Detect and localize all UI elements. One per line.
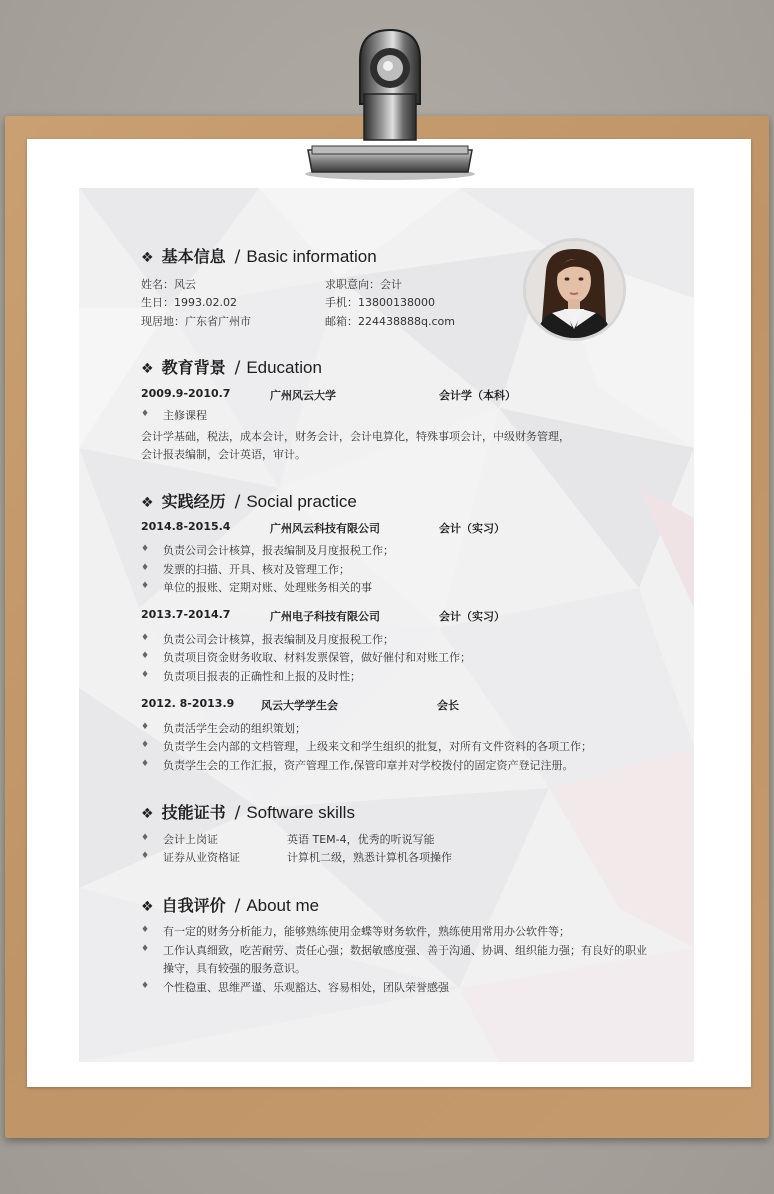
- section-title-cn: 技能证书: [161, 803, 226, 822]
- diamond-icon: ❖: [141, 361, 154, 377]
- avatar-portrait: [526, 241, 623, 338]
- section-title-cn: 基本信息: [161, 247, 226, 266]
- job-period: 2012. 8-2013.9: [141, 697, 235, 710]
- info-phone: 手机：13800138000: [325, 296, 435, 309]
- skill-right: 英语 TEM-4，优秀的听说写能: [287, 833, 435, 846]
- section-title-cn: 教育背景: [161, 358, 226, 377]
- small-diamond-icon: ♦: [141, 544, 150, 554]
- job-role: 会长: [437, 699, 459, 712]
- section-title-cn: 实践经历: [161, 492, 226, 511]
- small-diamond-icon: ♦: [141, 759, 150, 769]
- small-diamond-icon: ♦: [141, 944, 150, 954]
- skill-left: 证券从业资格证: [163, 851, 240, 864]
- job-org: 风云大学学生会: [261, 699, 338, 712]
- job-item: 负责公司会计核算，报表编制及月度报税工作；: [163, 544, 394, 557]
- section-title-basic: [141, 244, 377, 267]
- avatar: [523, 238, 626, 341]
- job-item: 负责学生会内部的文档管理，上级来文和学生组织的批复，对所有文件资料的各项工作；: [163, 740, 592, 753]
- small-diamond-icon: ♦: [141, 563, 150, 573]
- job-org: 广州风云科技有限公司: [270, 522, 380, 535]
- small-diamond-icon: ♦: [141, 851, 150, 861]
- job-item: 负责公司会计核算，报表编制及月度报税工作；: [163, 633, 394, 646]
- diamond-icon: ❖: [141, 806, 154, 822]
- edu-course-line1: 会计学基础，税法，成本会计，财务会计，会计电算化，特殊事项会计，中级财务管理，: [141, 430, 570, 443]
- job-item: 负责项目报表的正确性和上报的及时性；: [163, 670, 361, 683]
- diamond-icon: ❖: [141, 250, 154, 266]
- title-divider: /: [234, 492, 241, 512]
- about-line: 个性稳重、思维严谨、乐观豁达、容易相处，团队荣誉感强: [163, 981, 449, 994]
- small-diamond-icon: ♦: [141, 740, 150, 750]
- info-intent: 求职意向：会计: [325, 278, 402, 291]
- job-org: 广州电子科技有限公司: [270, 610, 380, 623]
- title-divider: /: [234, 896, 241, 916]
- small-diamond-icon: ♦: [141, 981, 150, 991]
- job-item: 单位的报账、定期对账、处理账务相关的事: [163, 581, 372, 594]
- edu-course-label: 主修课程: [163, 409, 207, 422]
- small-diamond-icon: ♦: [141, 670, 150, 680]
- binder-clip-icon: [300, 24, 480, 180]
- about-line: 操守，具有较强的服务意识。: [163, 962, 306, 975]
- section-title-practice: [141, 489, 357, 512]
- title-divider: /: [234, 358, 241, 378]
- edu-period: 2009.9-2010.7: [141, 387, 231, 400]
- job-item: 负责学生会的工作汇报，资产管理工作,保管印章并对学校拨付的固定资产登记注册。: [163, 759, 574, 772]
- title-divider: /: [234, 247, 241, 267]
- job-period: 2014.8-2015.4: [141, 520, 231, 533]
- edu-major: 会计学（本科）: [439, 389, 516, 402]
- title-divider: /: [234, 803, 241, 823]
- section-title-en: About me: [246, 896, 320, 915]
- small-diamond-icon: ♦: [141, 409, 150, 419]
- info-email: 邮箱：224438888q.com: [325, 315, 455, 328]
- job-item: 负责活学生会动的组织策划；: [163, 722, 306, 735]
- section-title-skills: [141, 800, 355, 823]
- section-title-en: Education: [246, 358, 322, 377]
- skill-right: 计算机二级，熟悉计算机各项操作: [287, 851, 452, 864]
- diamond-icon: ❖: [141, 495, 154, 511]
- skill-left: 会计上岗证: [163, 833, 218, 846]
- small-diamond-icon: ♦: [141, 581, 150, 591]
- info-residence: 现居地：广东省广州市: [141, 315, 251, 328]
- job-item: 负责项目资金财务收取、材料发票保管，做好催付和对账工作；: [163, 651, 471, 664]
- section-title-en: Basic information: [246, 247, 377, 266]
- small-diamond-icon: ♦: [141, 651, 150, 661]
- about-line: 工作认真细致，吃苦耐劳、责任心强；数据敏感度强、善于沟通、协调、组织能力强；有良好的职业: [163, 944, 647, 957]
- section-title-en: Software skills: [246, 803, 355, 822]
- edu-course-line2: 会计报表编制，会计英语，审计。: [141, 448, 306, 461]
- job-role: 会计（实习）: [439, 522, 505, 535]
- edu-school: 广州风云大学: [270, 389, 336, 402]
- job-item: 发票的扫描、开具、核对及管理工作；: [163, 563, 350, 576]
- section-title-education: [141, 355, 322, 378]
- job-period: 2013.7-2014.7: [141, 608, 231, 621]
- section-title-en: Social practice: [246, 492, 357, 511]
- small-diamond-icon: ♦: [141, 633, 150, 643]
- small-diamond-icon: ♦: [141, 833, 150, 843]
- section-title-about: [141, 893, 319, 916]
- job-role: 会计（实习）: [439, 610, 505, 623]
- small-diamond-icon: ♦: [141, 925, 150, 935]
- small-diamond-icon: ♦: [141, 722, 150, 732]
- info-name: 姓名：风云: [141, 278, 196, 291]
- info-birthday: 生日：1993.02.02: [141, 296, 237, 309]
- about-line: 有一定的财务分析能力，能够熟练使用金蝶等财务软件，熟练使用常用办公软件等；: [163, 925, 570, 938]
- diamond-icon: ❖: [141, 899, 154, 915]
- section-title-cn: 自我评价: [161, 896, 226, 915]
